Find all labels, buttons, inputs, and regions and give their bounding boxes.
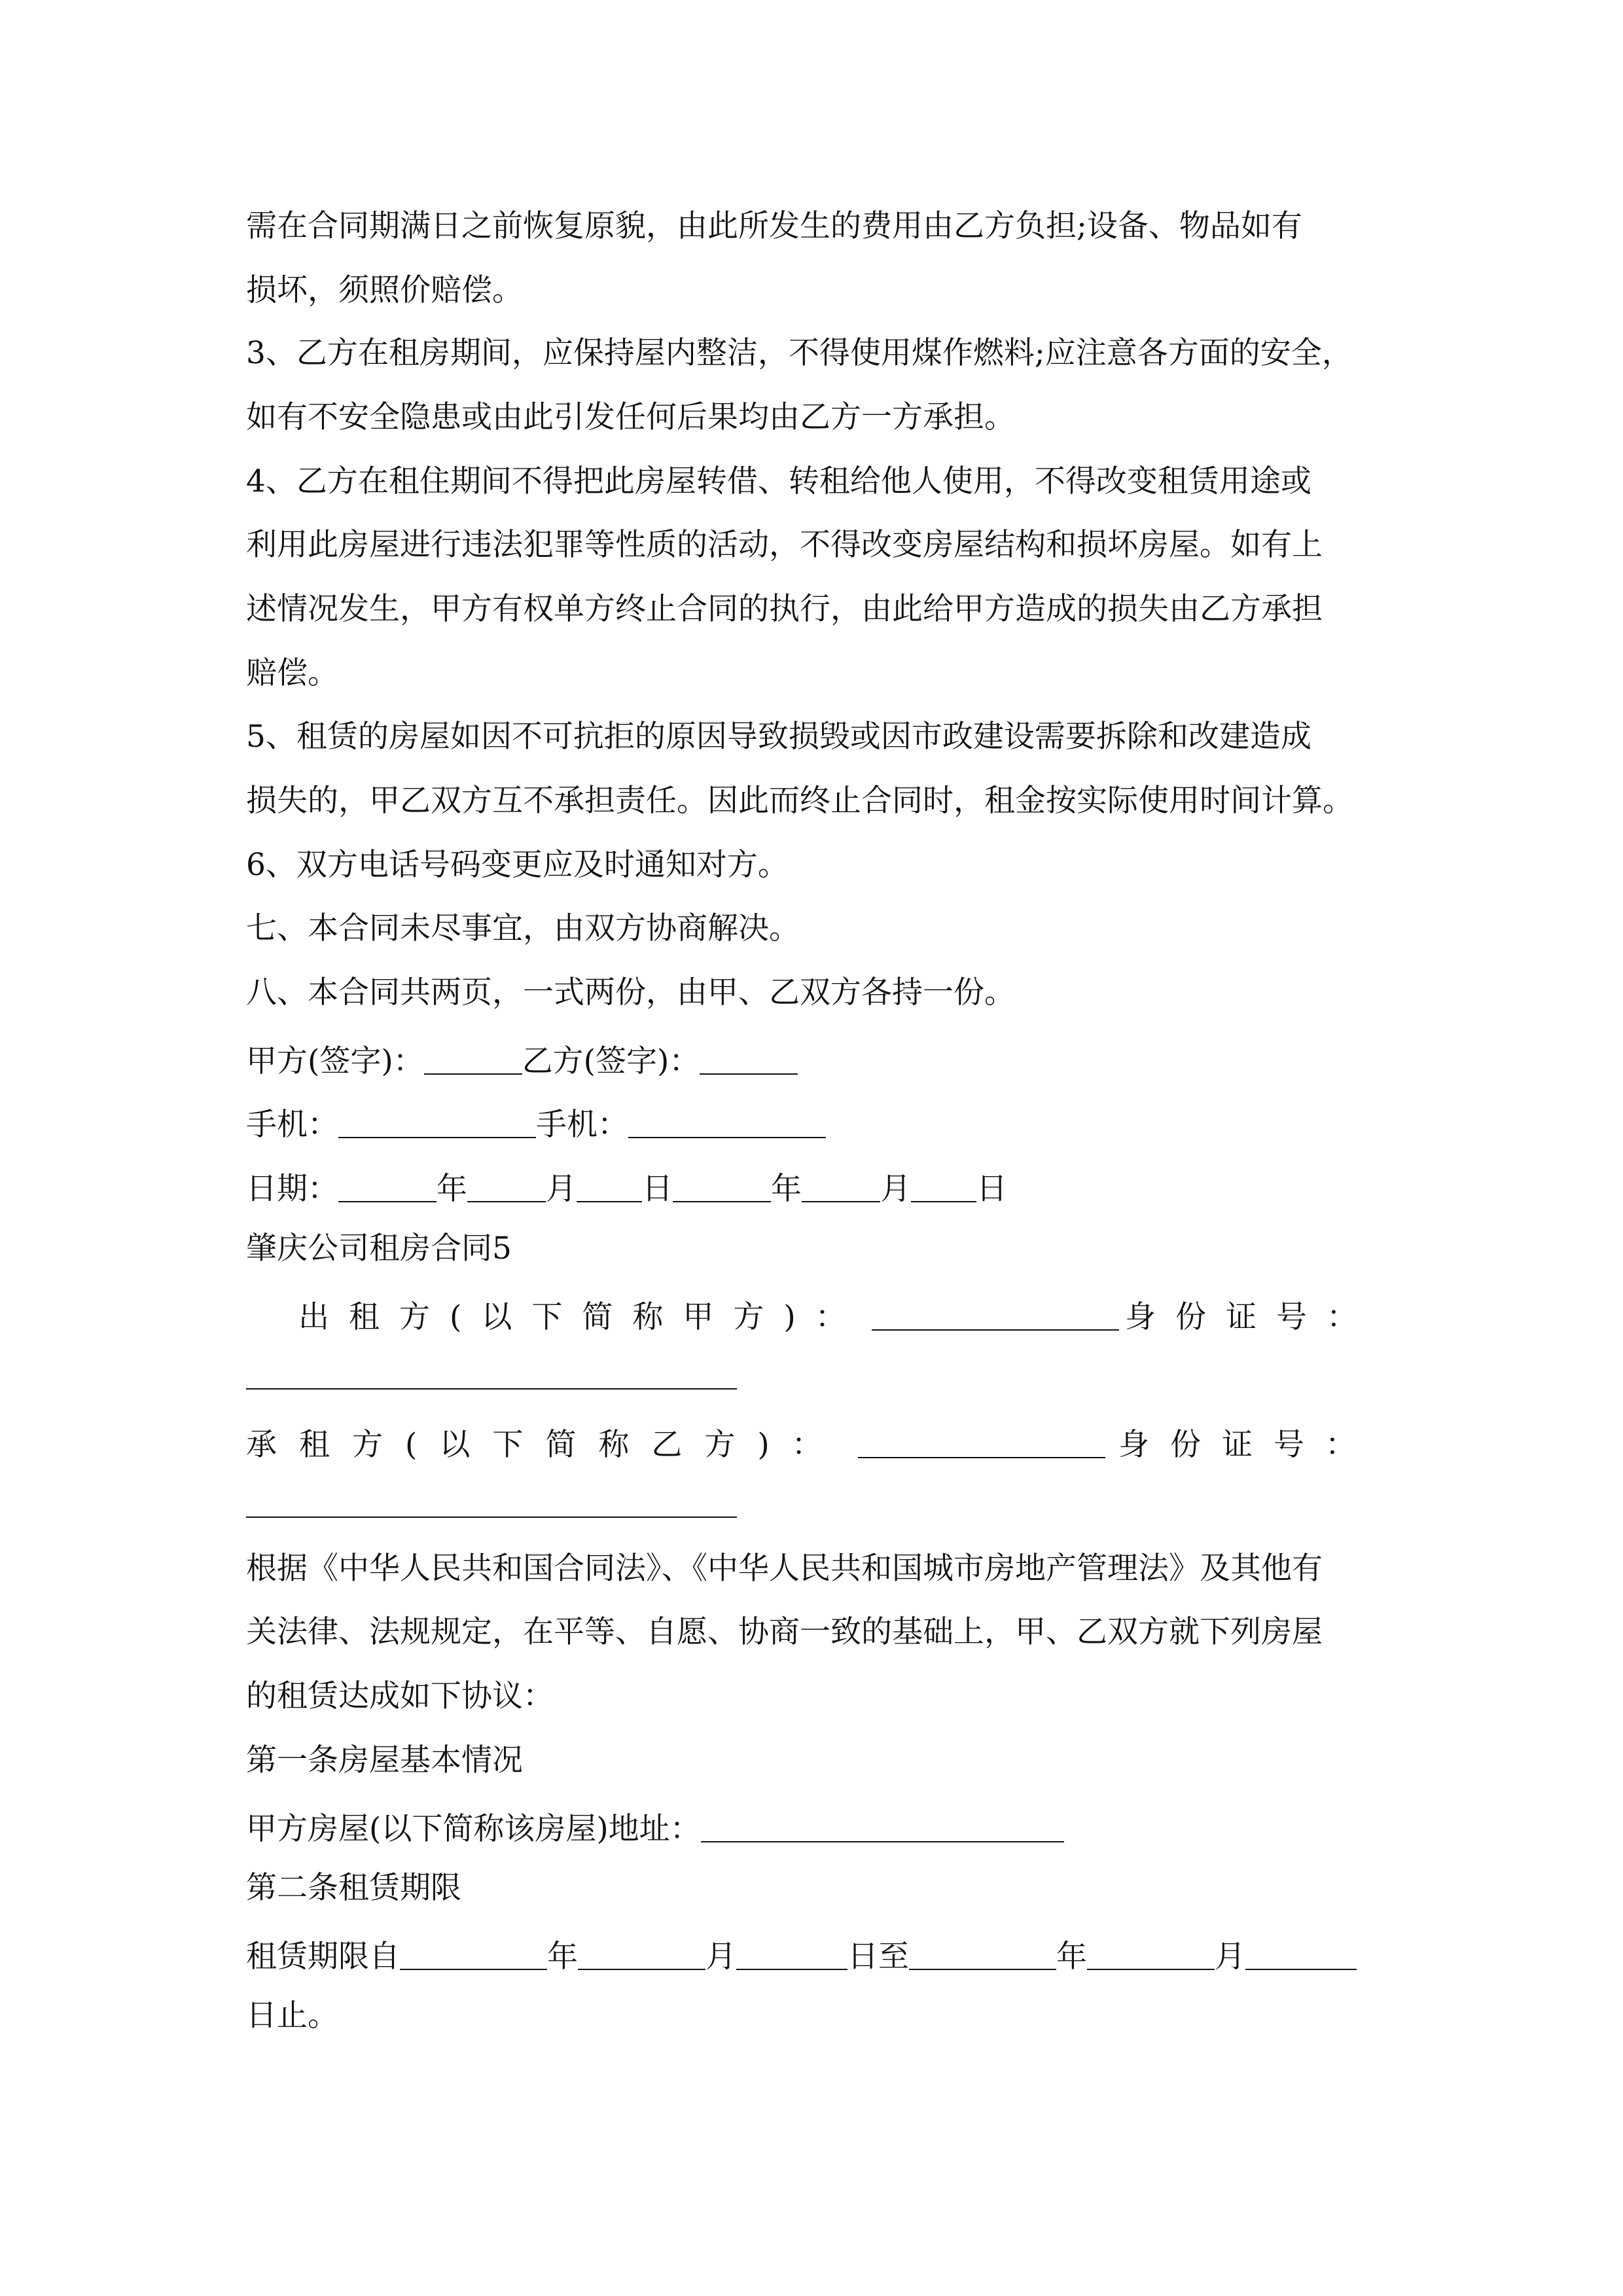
month-label: 月 (705, 1939, 736, 1975)
lessee-label: 承租方(以下简称乙方)： (246, 1427, 845, 1463)
article-eight-line (246, 973, 1015, 1015)
legal-basis-line-two (246, 1613, 1377, 1655)
party-b-signature-blank (700, 1041, 798, 1075)
term-blank (400, 1936, 547, 1970)
document-text-line: 6、双方电话号码变更应及时通知对方。 (246, 847, 789, 883)
term-from-label: 租赁期限自 (246, 1939, 400, 1975)
year-label: 年 (547, 1939, 578, 1975)
year-label: 年 (437, 1171, 467, 1207)
party-a-signature-blank (424, 1041, 522, 1075)
document-text-line: 如有不安全隐患或由此引发任何后果均由乙方一方承担。 (246, 399, 1015, 435)
term-blank (1087, 1936, 1215, 1970)
date-blank (338, 1168, 437, 1202)
lessor-name-blank (872, 1297, 1119, 1331)
paragraph-line-compensation (246, 271, 523, 313)
party-b-phone-blank (628, 1104, 826, 1138)
month-label: 月 (546, 1171, 577, 1207)
contract-title (246, 1229, 512, 1271)
date-blank (911, 1168, 976, 1202)
clause-4-line-three (246, 590, 1377, 632)
clause-5-line-two (246, 781, 1377, 823)
document-text-line: 5、租赁的房屋如因不可抗拒的原因导致损毁或因市政建设需要拆除和改建造成 (246, 719, 1311, 755)
date-blank (673, 1168, 771, 1202)
clause-4-line (246, 462, 1377, 504)
day-label: 日 (976, 1171, 1007, 1207)
lessee-id-rule (246, 1516, 737, 1518)
article-heading-text: 第二条租赁期限 (246, 1870, 461, 1906)
paragraph-line-restore-condition (246, 207, 1377, 249)
party-a-phone-blank (338, 1104, 536, 1138)
date-blank (467, 1168, 546, 1202)
month-label: 月 (880, 1171, 911, 1207)
article-heading-text: 第一条房屋基本情况 (246, 1742, 523, 1778)
term-blank (736, 1936, 847, 1970)
document-text-line: 赔偿。 (246, 655, 338, 691)
party-a-signature-label: 甲方(签字)： (246, 1043, 424, 1079)
clause-5-line (246, 717, 1377, 759)
document-text-line: 述情况发生，甲方有权单方终止合同的执行，由此给甲方造成的损失由乙方承担 (246, 591, 1323, 627)
lessee-name-blank (858, 1424, 1105, 1458)
clause-3-continuation (246, 398, 1015, 440)
address-line (246, 1805, 1064, 1847)
lessor-id-rule (246, 1388, 737, 1390)
article-two-heading (246, 1869, 461, 1910)
date-blank (802, 1168, 880, 1202)
article-one-heading (246, 1741, 523, 1783)
document-text-line: 损坏，须照价赔偿。 (246, 272, 523, 308)
lessee-line (246, 1421, 1377, 1463)
document-text-line: 关法律、法规规定，在平等、自愿、协商一致的基础上，甲、乙双方就下列房屋 (246, 1614, 1323, 1650)
lessee-id-label: 身份证号： (1118, 1427, 1377, 1463)
clause-6-line (246, 846, 789, 888)
document-text-line: 需在合同期满日之前恢复原貌，由此所发生的费用由乙方负担;设备、物品如有 (246, 208, 1302, 244)
document-text-line: 八、本合同共两页，一式两份，由甲、乙双方各持一份。 (246, 975, 1015, 1011)
document-text-line: 损失的，甲乙双方互不承担责任。因此而终止合同时，租金按实际使用时间计算。 (246, 783, 1353, 819)
legal-basis-line (246, 1549, 1377, 1591)
document-text-line: 利用此房屋进行违法犯罪等性质的活动，不得改变房屋结构和损坏房屋。如有上 (246, 527, 1323, 563)
term-blank (1245, 1936, 1357, 1970)
clause-3-line (246, 334, 1377, 376)
lease-term-line (246, 1933, 1357, 1975)
lessor-line (298, 1293, 1377, 1335)
document-text-line: 根据《中华人民共和国合同法》、《中华人民共和国城市房地产管理法》及其他有 (246, 1551, 1323, 1587)
term-to-label: 日至 (847, 1939, 909, 1975)
clause-4-line-two (246, 526, 1377, 567)
document-text-line: 的租赁达成如下协议： (246, 1678, 554, 1714)
document-text-line: 3、乙方在租房期间，应保持屋内整洁，不得使用煤作燃料;应注意各方面的安全， (246, 335, 1353, 371)
lessor-id-label: 身份证号： (1125, 1299, 1377, 1335)
legal-basis-line-three (246, 1677, 554, 1719)
party-b-phone-label: 手机： (536, 1107, 628, 1143)
year-label: 年 (771, 1171, 802, 1207)
party-a-phone-label: 手机： (246, 1107, 338, 1143)
signature-line (246, 1037, 798, 1079)
clause-4-line-four (246, 654, 338, 696)
lease-term-end-line (246, 1996, 338, 2038)
document-text-line: 七、本合同未尽事宜，由双方协商解决。 (246, 910, 800, 946)
date-line (246, 1165, 1007, 1207)
month-label: 月 (1215, 1939, 1245, 1975)
date-blank (577, 1168, 642, 1202)
term-blank (578, 1936, 705, 1970)
year-label: 年 (1056, 1939, 1087, 1975)
date-label: 日期： (246, 1171, 338, 1207)
term-blank (909, 1936, 1056, 1970)
party-b-signature-label: 乙方(签字)： (522, 1043, 700, 1079)
lessor-label: 出租方(以下简称甲方)： (298, 1299, 866, 1335)
day-label: 日 (642, 1171, 673, 1207)
document-text-line: 4、乙方在租住期间不得把此房屋转借、转租给他人使用，不得改变租赁用途或 (246, 463, 1311, 499)
contract-title-text: 肇庆公司租房合同5 (246, 1230, 512, 1266)
address-blank (701, 1808, 1064, 1842)
phone-line (246, 1101, 826, 1143)
address-label: 甲方房屋(以下简称该房屋)地址： (246, 1811, 701, 1847)
article-seven-line (246, 909, 800, 951)
term-end-text: 日止。 (246, 1998, 338, 2034)
